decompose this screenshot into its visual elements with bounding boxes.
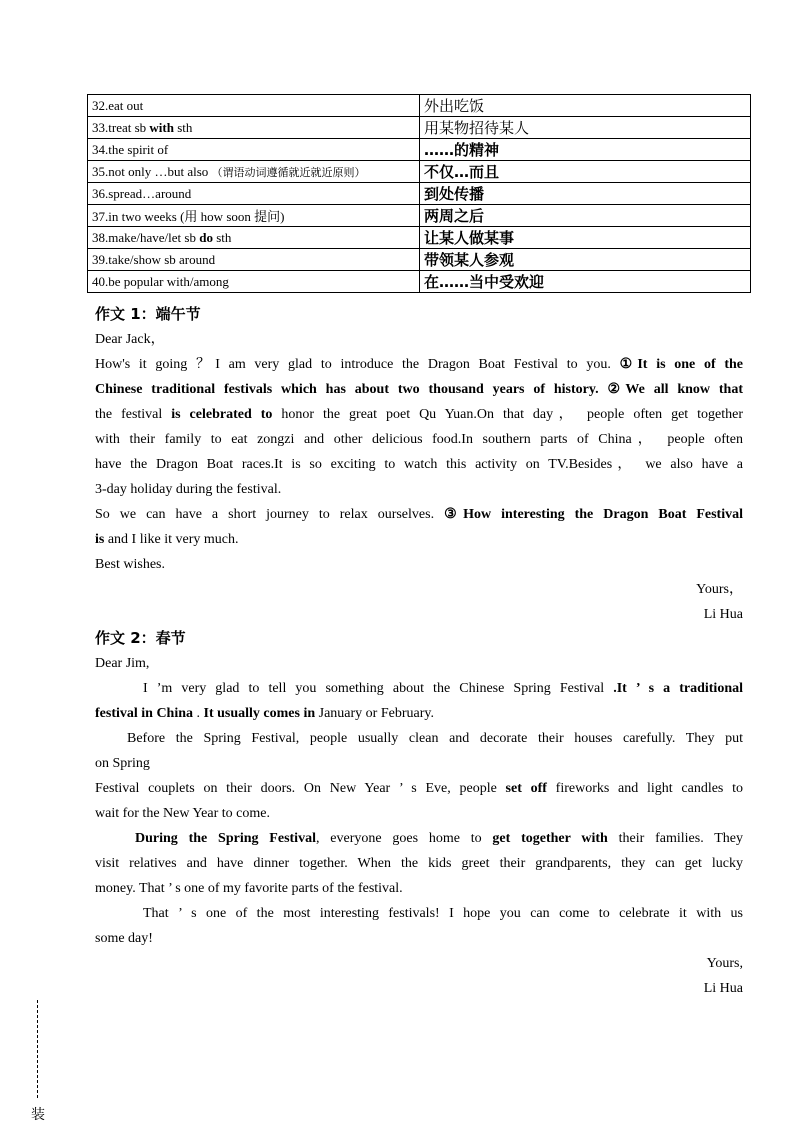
chinese-meaning: 让某人做某事 xyxy=(420,227,751,249)
essay-2-heading: 作文 2：春节 xyxy=(95,629,186,647)
phrase-text: 39.take/show sb around xyxy=(92,251,216,267)
chinese-meaning: ……的精神 xyxy=(420,139,751,161)
essay-2-yours: Yours, xyxy=(706,956,743,971)
table-row xyxy=(88,227,751,249)
essay-2-line: wait for the New Year to come. xyxy=(95,806,270,821)
table-row xyxy=(88,161,751,183)
table-row xyxy=(88,117,751,139)
essay-1-line: 3-day holiday during the festival. xyxy=(95,482,282,497)
chinese-meaning: 不仅…而且 xyxy=(420,161,751,183)
bold-run: ①It is one of the xyxy=(619,357,743,372)
phrase-text: 32.eat out xyxy=(92,97,144,113)
essay-1-yours: Yours， xyxy=(696,582,743,597)
text-run: I ’m very glad to tell you something about the Chinese Spring Festival xyxy=(143,681,614,696)
bold-run: During the Spring Festival xyxy=(135,831,316,846)
phrase-text: sth xyxy=(173,119,193,135)
bold-run: Chinese traditional festivals which has about two thousand years of history. ②We all know that xyxy=(95,382,743,397)
text-run: . xyxy=(193,706,204,721)
phrase-bold: do xyxy=(199,229,213,245)
text-run: their families. They xyxy=(607,831,743,846)
essay-1-heading: 作文 1：端午节 xyxy=(95,305,201,323)
english-phrase xyxy=(88,249,420,271)
essay-1 xyxy=(95,302,743,627)
text-run: fireworks and light candles to xyxy=(546,781,744,796)
essay-2-line: visit relatives and have dinner together. When the kids greet their grandparents, they can get lucky xyxy=(95,856,743,871)
table-row xyxy=(88,95,751,117)
phrase-text: 37.in two weeks (用 how soon 提问) xyxy=(92,209,285,224)
english-phrase xyxy=(88,183,420,205)
text-run: honor the great poet Qu Yuan.On that day， people often get together xyxy=(272,407,744,422)
english-phrase xyxy=(88,117,420,139)
english-phrase xyxy=(88,161,420,183)
phrase-text: sth xyxy=(212,229,232,245)
essay-1-line xyxy=(95,527,743,552)
english-phrase xyxy=(88,271,420,293)
chinese-meaning: 到处传播 xyxy=(420,183,751,205)
phrase-note: （谓语动词遵循就近就近原则） xyxy=(211,166,366,179)
text-run: the festival xyxy=(95,407,172,422)
essay-2-line: on Spring xyxy=(95,756,150,771)
table-row xyxy=(88,139,751,161)
bold-run: .It ’ s a traditional xyxy=(613,681,743,696)
table-row xyxy=(88,249,751,271)
essay-2 xyxy=(95,626,743,1001)
essay-1-line xyxy=(95,377,743,402)
english-phrase xyxy=(88,139,420,161)
vocabulary-table xyxy=(87,94,751,293)
essay-2-signature: Li Hua xyxy=(703,981,743,996)
chinese-meaning: 用某物招待某人 xyxy=(420,117,751,139)
chinese-meaning: 外出吃饭 xyxy=(420,95,751,117)
phrase-text: 35.not only …but also xyxy=(92,163,212,179)
essay-2-line: some day! xyxy=(95,931,153,946)
essay-2-line xyxy=(95,826,743,851)
table-row xyxy=(88,271,751,293)
bold-run: is xyxy=(95,532,105,547)
table-row xyxy=(88,183,751,205)
english-phrase xyxy=(88,227,420,249)
essay-1-line xyxy=(95,352,743,377)
bold-run: ③How interesting the Dragon Boat Festival xyxy=(444,507,743,522)
chinese-meaning: 在……当中受欢迎 xyxy=(420,271,751,293)
essay-2-line: Before the Spring Festival, people usually clean and decorate their houses carefully. They put xyxy=(127,731,743,746)
essay-1-closing: Best wishes. xyxy=(95,557,165,572)
essay-2-line: That ’ s one of the most interesting festivals! I hope you can come to celebrate it with us xyxy=(143,906,743,921)
vocabulary-table-body xyxy=(88,95,751,293)
essay-1-signature: Li Hua xyxy=(703,607,743,622)
table-row xyxy=(88,205,751,227)
phrase-text: 40.be popular with/among xyxy=(92,273,229,289)
essay-1-line: with their family to eat zongzi and other delicious food.In southern parts of China， people often xyxy=(95,432,743,447)
text-run: Festival couplets on their doors. On New Year ’ s Eve, people xyxy=(95,781,506,796)
text-run: January or February. xyxy=(315,706,434,721)
english-phrase xyxy=(88,205,420,227)
phrase-text: 34.the spirit of xyxy=(92,141,169,157)
essay-1-line xyxy=(95,402,743,427)
bold-run: is celebrated to xyxy=(171,407,273,422)
chinese-meaning: 带领某人参观 xyxy=(420,249,751,271)
essay-1-line xyxy=(95,502,743,527)
phrase-text: 36.spread…around xyxy=(92,185,192,201)
bold-run: set off xyxy=(505,781,547,796)
english-phrase xyxy=(88,95,420,117)
text-run: , everyone goes home to xyxy=(315,831,493,846)
essay-2-greeting: Dear Jim, xyxy=(95,656,150,671)
essay-2-line: money. That ’ s one of my favorite parts of the festival. xyxy=(95,881,403,896)
essay-2-line xyxy=(95,701,743,726)
essay-2-line xyxy=(95,676,743,701)
phrase-text: 33.treat sb xyxy=(92,119,150,135)
bold-run: get together with xyxy=(492,831,608,846)
essay-2-line xyxy=(95,776,743,801)
bold-run: It usually comes in xyxy=(203,706,316,721)
chinese-meaning: 两周之后 xyxy=(420,205,751,227)
essay-1-greeting: Dear Jack， xyxy=(95,332,165,347)
text-run: So we can have a short journey to relax ourselves. xyxy=(95,507,445,522)
text-run: How's it going ？I am very glad to introduce the Dragon Boat Festival to you. xyxy=(95,357,620,372)
phrase-text: 38.make/have/let sb xyxy=(92,229,200,245)
essay-1-line: have the Dragon Boat races.It is so exciting to watch this activity on TV.Besides， we also have a xyxy=(95,457,743,472)
binding-dashed-line xyxy=(37,1000,38,1098)
phrase-bold: with xyxy=(149,119,174,135)
text-run: and I like it very much. xyxy=(104,532,239,547)
bold-run: festival in China xyxy=(95,706,194,721)
binding-label: 装 xyxy=(31,1107,45,1123)
